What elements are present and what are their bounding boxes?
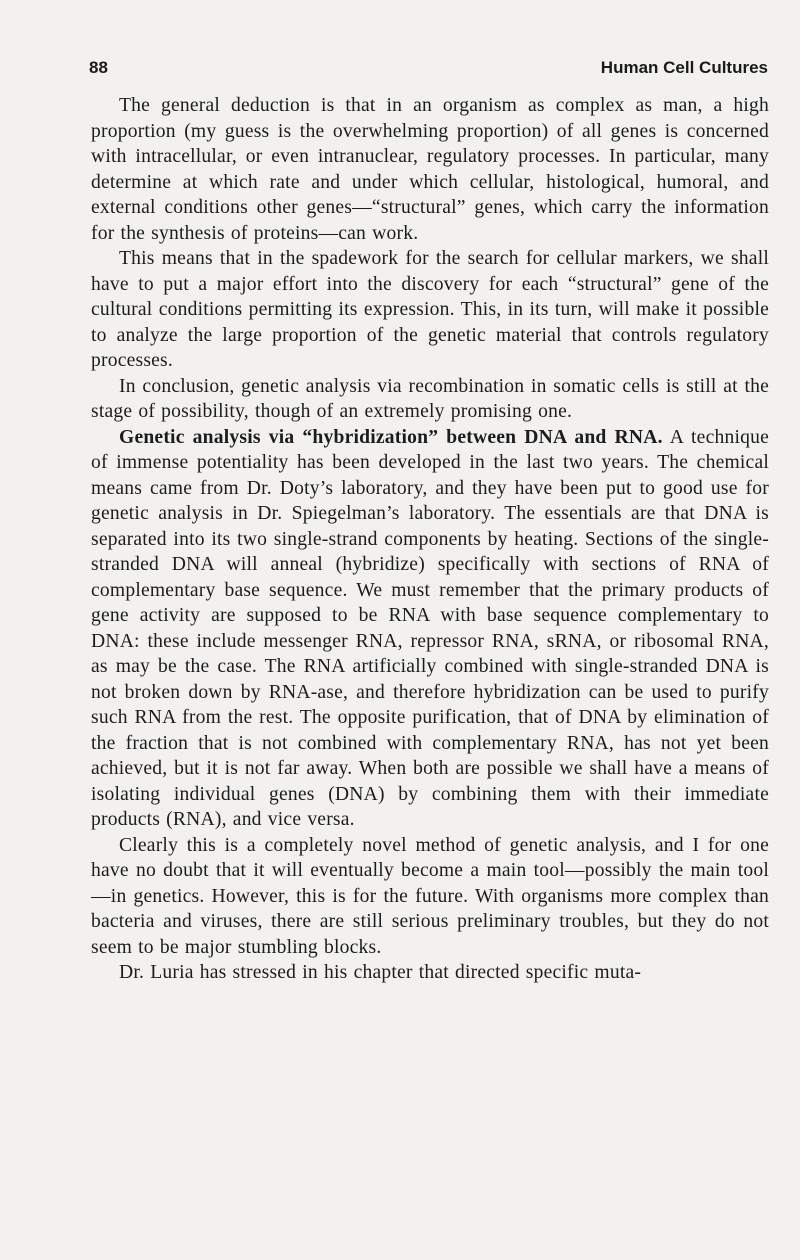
paragraph-text: A technique of immense potentiality has been developed in the last two years. The chemical means came from Dr. Doty’s laboratory, and they have been put to good use for genetic analysis in Dr. Spiegelman’s laboratory. The essentials are that DNA is separated into its two single-strand components by heating. Sections of the single-stranded DNA will anneal (hybridize) specifically with sections of RNA of complementary base sequence. We must remember that the primary products of gene activity are supposed to be RNA with base sequence complementary to DNA: these include messenger RNA, repressor RNA, sRNA, or ribosomal RNA, as may be the case. The RNA artificially combined with single-stranded DNA is not broken down by RNA-ase, and therefore hybridization can be used to purify such RNA from the rest. The opposite purification, that of DNA by elimination of the fraction that is not combined with complementary RNA, has not yet been achieved, but it is not far away. When both are possible we shall have a means of isolating individual genes (DNA) by combining them with their immediate products (RNA), and vice versa.: [91, 426, 769, 830]
section-heading: Genetic analysis via “hybridization” between DNA and RNA.: [119, 426, 663, 448]
paragraph-text: In conclusion, genetic analysis via recombination in somatic cells is still at the stage of possibility, though of an extremely promising one.: [91, 375, 769, 422]
paragraph: [91, 374, 769, 425]
paragraph: [91, 960, 769, 986]
paragraph: [91, 93, 769, 246]
paragraph: [91, 246, 769, 374]
book-title: Human Cell Cultures: [600, 58, 768, 77]
paragraph-text: The general deduction is that in an organism as complex as man, a high proportion (my guess is the overwhelming proportion) of all genes is concerned with intracellular, or even intranuclear, regulatory processes. In particular, many determine at which rate and under which cellular, histological, humoral, and external conditions other genes—“structural” genes, which carry the information for the synthesis of proteins—can work.: [91, 95, 769, 244]
paragraph: [91, 833, 769, 961]
page-number: 88: [89, 58, 108, 77]
paragraph-text: Dr. Luria has stressed in his chapter that directed specific muta-: [119, 962, 642, 983]
body-text: [91, 93, 769, 986]
paragraph: [91, 425, 769, 833]
running-head: [89, 58, 768, 82]
paragraph-text: Clearly this is a completely novel method of genetic analysis, and I for one have no doubt that it will eventually become a main tool—possibly the main tool—in genetics. However, this is for the future. With organisms more complex than bacteria and viruses, there are still serious preliminary troubles, but they do not seem to be major stumbling blocks.: [91, 834, 769, 958]
paragraph-text: This means that in the spadework for the search for cellular markers, we shall have to put a major effort into the discovery for each “structural” gene of the cultural conditions permitting its expression. This, in its turn, will make it possible to analyze the large proportion of the genetic material that controls regulatory processes.: [91, 248, 769, 371]
